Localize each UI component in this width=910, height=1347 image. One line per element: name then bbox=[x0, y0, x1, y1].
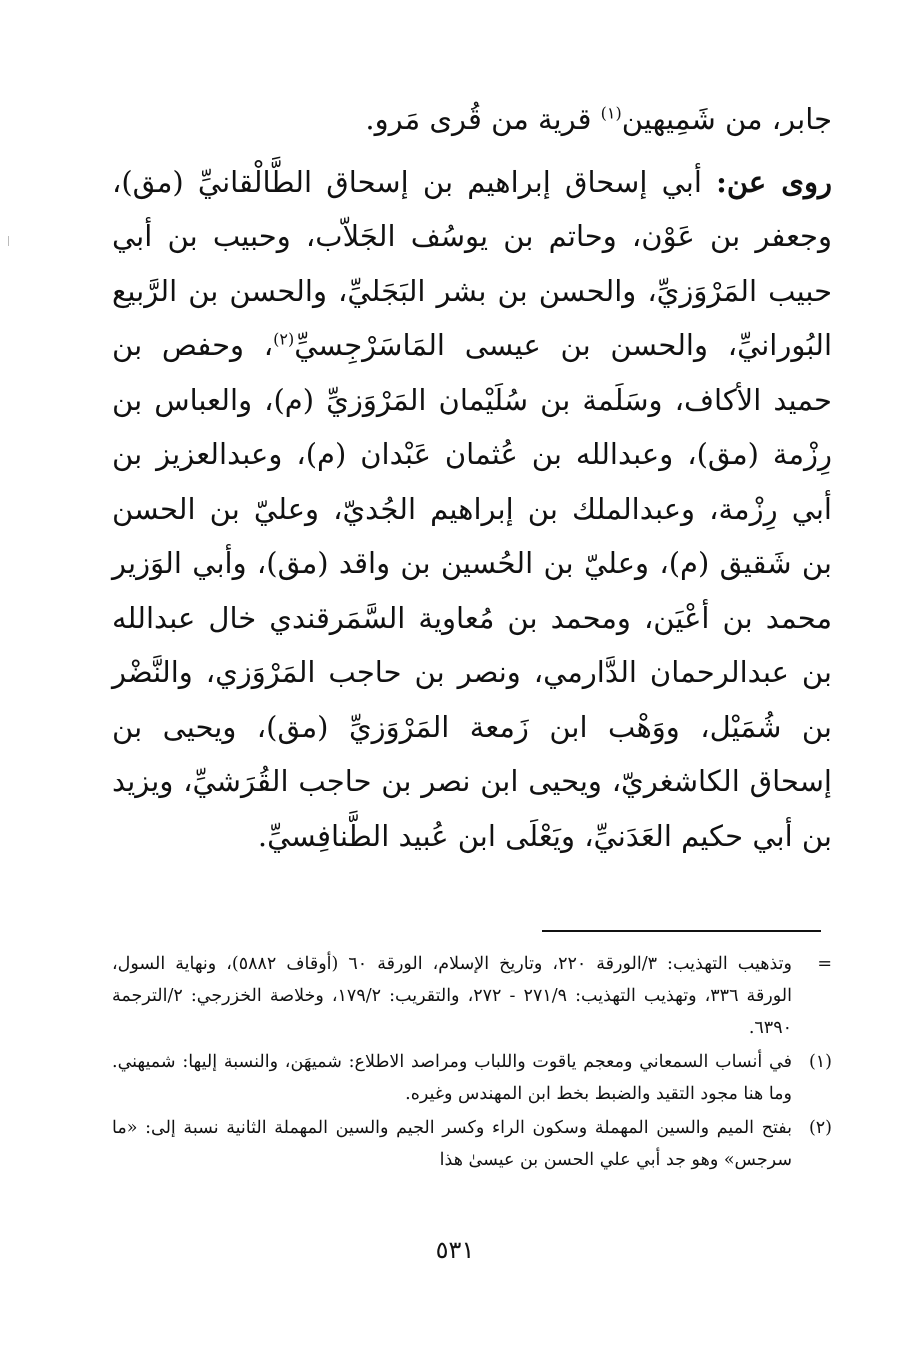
footnote-marker: (١) bbox=[808, 1052, 832, 1072]
rawa-label: روى عن: bbox=[716, 164, 833, 199]
page-number: ٥٣١ bbox=[435, 1236, 475, 1264]
narrators-paragraph bbox=[112, 155, 832, 864]
footnote-ref-2[interactable]: (٢) bbox=[273, 329, 295, 349]
footnote-2 bbox=[112, 1112, 832, 1176]
footnote-divider bbox=[542, 930, 821, 932]
intro-tail: قرية من قُرى مَرو. bbox=[365, 102, 601, 136]
footnote-continuation bbox=[112, 948, 832, 1044]
footnote-text: وتذهيب التهذيب: ٣/الورقة ٢٢٠، وتاريخ الإسلام، الورقة ٦٠ (أوقاف ٥٨٨٢)، ونهاية السول، الورقة ٣٣٦، وتهذيب التهذيب: ٢٧١/٩ - ٢٧٢، والتقريب: ١٧٩/٢، وخلاصة الخزرجي: ٢/الترجمة ٦٣٩٠. bbox=[112, 954, 792, 1038]
narrators-part2: ، وحفص بن حميد الأكاف، وسَلَمة بن سُلَيْمان المَرْوَزيِّ (م)، والعباس بن رِزْمة (مق)، وعبدالله بن عُثمان عَبْدان (م)، وعبدالعزيز بن أبي رِزْمة، وعبدالملك بن إبراهيم الجُديّ، وعليّ بن الحسن بن شَقيق (م)، وعليّ بن الحُسين بن واقد (مق)، وأبي الوَزير محمد بن أعْيَن، ومحمد بن مُعاوية السَّمَرقندي خال عبدالله بن عبدالرحمان الدَّارمي، ونصر بن حاجب المَرْوَزي، والنَّضْر بن شُمَيْل، ووَهْب ابن زَمعة المَرْوَزيِّ (مق)، ويحيى بن إسحاق الكاشغريّ، ويحيى ابن نصر بن حاجب القُرَشيِّ، ويزيد بن أبي حكيم العَدَنيِّ، ويَعْلَى ابن عُبيد الطَّنافِسيِّ. bbox=[112, 328, 832, 853]
footnote-1 bbox=[112, 1046, 832, 1110]
footnotes bbox=[112, 948, 832, 1178]
main-text bbox=[112, 92, 832, 863]
margin-mark bbox=[8, 236, 9, 246]
footnote-text: بفتح الميم والسين المهملة وسكون الراء وكسر الجيم والسين المهملة الثانية نسبة إلى: «ما سرجس» وهو جد أبي علي الحسن بن عيسىٰ هذا bbox=[112, 1118, 792, 1170]
intro-paragraph bbox=[112, 92, 832, 147]
footnote-marker: = bbox=[817, 954, 832, 974]
footnote-marker: (٢) bbox=[808, 1118, 832, 1138]
intro-line: جابر، من شَمِيهين bbox=[621, 102, 832, 136]
narrators-part1: أبي إسحاق إبراهيم بن إسحاق الطَّالْقانيِّ (مق)، وجعفر بن عَوْن، وحاتم بن يوسُف الجَلاّب، وحبيب بن أبي حبيب المَرْوَزيِّ، والحسن بن بشر البَجَليِّ، والحسن بن الرَّبيع البُورانيِّ، والحسن بن عيسى المَاسَرْجِسيِّ bbox=[112, 164, 832, 362]
footnote-text: في أنساب السمعاني ومعجم ياقوت واللباب ومراصد الاطلاع: شميهَن، والنسبة إليها: شميهني. وما هنا مجود التقيد والضبط بخط ابن المهندس وغيره. bbox=[112, 1052, 792, 1104]
footnote-ref-1[interactable]: (١) bbox=[600, 103, 622, 123]
